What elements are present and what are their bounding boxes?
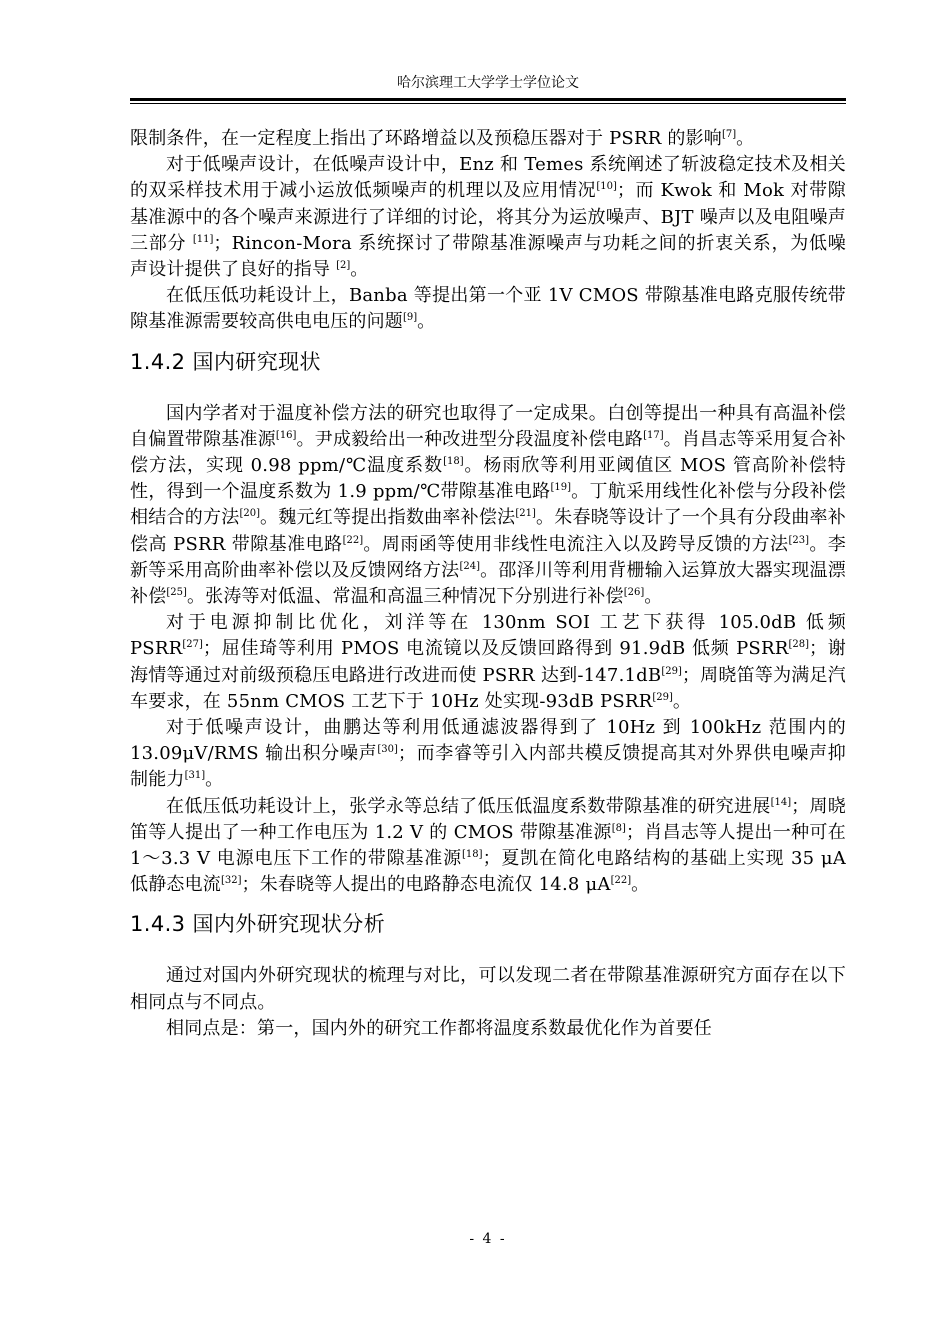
citation-marker: [32]	[221, 875, 242, 887]
citation-marker: [18]	[462, 849, 483, 861]
text-run: 。	[644, 586, 663, 608]
paragraph	[130, 1016, 846, 1042]
text-run: ；谢海情等通过对前级预稳压电路进行改进而使 PSRR 达到-147.1dB	[130, 638, 846, 686]
citation-marker: [27]	[182, 639, 203, 651]
citation-marker: [22]	[610, 875, 632, 887]
citation-marker: [30]	[377, 744, 398, 756]
paragraph	[130, 610, 846, 715]
paragraph	[130, 401, 846, 611]
text-run: 。	[205, 769, 224, 791]
citation-marker: [20]	[239, 508, 260, 520]
citation-marker: [25]	[166, 587, 187, 599]
paragraph	[130, 715, 846, 794]
citation-marker: [26]	[623, 587, 645, 599]
text-run: 。	[350, 259, 369, 281]
text-run: 。	[417, 311, 436, 333]
citation-marker: [16]	[275, 429, 297, 441]
paragraph	[130, 963, 846, 1015]
citation-marker: [9]	[403, 312, 418, 324]
text-run: 对于低噪声设计，在低噪声设计中，Enz 和 Temes 系统阐述了斩波稳定技术及相关的双采样技术用于减小运放低频噪声的机理以及应用情况	[130, 154, 846, 202]
citation-marker: [24]	[459, 560, 480, 572]
text-run: 在低压低功耗设计上，张学永等总结了低压低温度系数带隙基准的研究进展	[166, 795, 771, 817]
page-number: - 4 -	[469, 1231, 507, 1247]
text-run: ；周晓笛等人提出了一种工作电压为 1.2 V 的 CMOS 带隙基准源	[130, 795, 846, 843]
text-run: ；Rincon-Mora 系统探讨了带隙基准源噪声与功耗之间的折衷关系，为低噪声设计提供了良好的指导	[130, 232, 846, 281]
text-run: 通过对国内外研究现状的梳理与对比，可以发现二者在带隙基准源研究方面存在以下相同点与不同点。	[130, 965, 846, 1013]
text-run: 在低压低功耗设计上，Banba 等提出第一个亚 1V CMOS 带隙基准电路克服传统带隙基准源需要较高供电电压的问题	[130, 285, 846, 333]
text-run: ；朱春晓等人提出的电路静态电流仅 14.8 μA	[241, 874, 611, 896]
text-run: 对于低噪声设计，曲鹏达等利用低通滤波器得到了 10Hz 到 100kHz 范围内的 13.09μV/RMS 输出积分噪声	[130, 717, 846, 765]
citation-marker: [21]	[515, 508, 536, 520]
text-run: 。魏元红等提出指数曲率补偿法	[259, 507, 516, 529]
citation-marker: [31]	[184, 770, 206, 782]
text-run: ；屈佳琦等利用 PMOS 电流镜以及反馈回路得到 91.9dB 低频 PSRR	[202, 638, 789, 660]
citation-marker: [2]	[336, 260, 351, 272]
running-header: 哈尔滨理工大学学士学位论文	[397, 75, 579, 91]
text-run: 限制条件，在一定程度上指出了环路增益以及预稳压器对于 PSRR 的影响	[130, 128, 722, 149]
text-run: ；肖昌志等人提出一种可在 1～3.3 V 电源电压下工作的带隙基准源	[130, 821, 846, 870]
header-rule-thin	[130, 103, 846, 104]
text-run: 。尹成毅给出一种改进型分段温度补偿电路	[296, 428, 644, 450]
citation-marker: [29]	[661, 665, 682, 677]
citation-marker: [28]	[788, 639, 809, 651]
text-run: ；夏凯在简化电路结构的基础上实现 35 μA 低静态电流	[130, 848, 846, 896]
text-run: 。张涛等对低温、常温和高温三种情况下分别进行补偿	[186, 586, 624, 608]
paragraph	[130, 794, 846, 899]
citation-marker: [17]	[643, 429, 664, 441]
citation-marker: [11]	[192, 233, 214, 245]
text-run: 。李新等采用高阶曲率补偿以及反馈网络方法	[130, 533, 846, 581]
section-heading: 1.4.2 国内研究现状	[130, 349, 321, 374]
citation-marker: [22]	[342, 534, 364, 546]
section-heading: 1.4.3 国内外研究现状分析	[130, 912, 386, 937]
text-run: 。	[631, 874, 650, 896]
text-run: 。	[736, 128, 755, 149]
text-run: 国内学者对于温度补偿方法的研究也取得了一定成果。白创等提出一种具有高温补偿自偏置带隙基准源	[130, 402, 846, 450]
text-run: 。朱春晓等设计了一个具有分段曲率补偿高 PSRR 带隙基准电路	[130, 507, 846, 555]
citation-marker: [23]	[788, 534, 810, 546]
text-run: 。周雨函等使用非线性电流注入以及跨导反馈的方法	[363, 533, 789, 555]
text-run: 。	[672, 690, 692, 712]
text-run: 。邵泽川等利用背栅输入运算放大器实现温漂补偿	[130, 559, 846, 608]
citation-marker: [8]	[611, 822, 626, 834]
body-text	[130, 126, 846, 1042]
text-run: 。杨雨欣等利用亚阈值区 MOS 管高阶补偿特性，得到一个温度系数为 1.9 ppm/℃带隙基准电路	[130, 455, 846, 503]
text-run: 相同点是：第一，国内外的研究工作都将温度系数最优化作为首要任	[166, 1017, 712, 1039]
citation-marker: [29]	[652, 691, 673, 703]
text-run: ；周晓笛等为满足汽车要求，在 55nm CMOS 工艺下于 10Hz 处实现-93dB PSRR	[130, 664, 846, 712]
paragraph	[130, 152, 846, 283]
text-run: 对于电源抑制比优化，刘洋等在 130nm SOI 工艺下获得 105.0dB 低频 PSRR	[130, 612, 846, 660]
text-run: ；而 Kwok 和 Mok 对带隙基准源中的各个噪声来源进行了详细的讨论，将其分为运放噪声、BJT 噪声以及电阻噪声三部分	[130, 180, 846, 254]
text-run: 。丁航采用线性化补偿与分段补偿相结合的方法	[130, 481, 846, 529]
citation-marker: [19]	[550, 482, 572, 494]
paragraph	[130, 283, 846, 335]
citation-marker: [10]	[596, 181, 617, 193]
citation-marker: [7]	[722, 129, 737, 140]
text-run: 。肖昌志等采用复合补偿方法，实现 0.98 ppm/℃温度系数	[130, 428, 846, 477]
citation-marker: [14]	[770, 796, 792, 808]
paragraph	[130, 126, 846, 152]
text-run: ；而李睿等引入内部共模反馈提高其对外界供电噪声抑制能力	[130, 743, 846, 791]
citation-marker: [18]	[443, 456, 464, 468]
header-rule	[130, 98, 846, 101]
